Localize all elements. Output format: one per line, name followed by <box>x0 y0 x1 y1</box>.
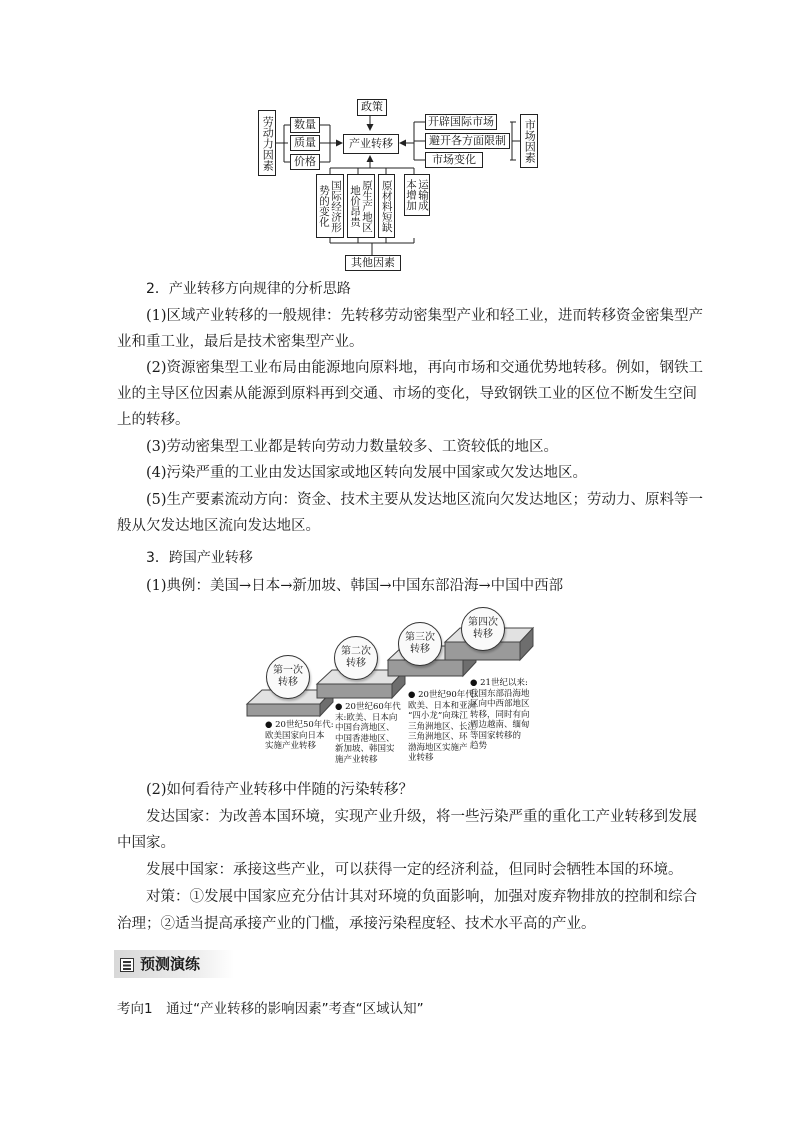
stage-4-label: 第四次 转移 <box>468 617 498 640</box>
other-item-land: 原生产地区地价昂贵 <box>349 179 373 233</box>
paragraph-line: 中国家。 <box>117 835 175 851</box>
stage-1-label: 第一次 转移 <box>273 665 303 688</box>
practice-title: 预测演练 <box>140 955 201 973</box>
list-icon <box>120 957 134 971</box>
stage-4-note-text: 21世纪以来: 我国东部沿海地 区向中西部地区 转移，同时有向 周边越南、缅甸 等国家转移的 趋势 <box>470 678 530 751</box>
paragraph-line: (4)污染严重的工业由发达国家或地区转向发展中国家或欠发达地区。 <box>146 465 588 481</box>
other-factor-label: 其他因素 <box>351 256 395 269</box>
stage-2-note: ● 20世纪60年代 末:欧美、日本向 中国台湾地区、 中国香港地区、 新加坡、韩国实 施产业转移 <box>335 702 401 765</box>
stage-3-label: 第三次 转移 <box>405 632 435 655</box>
market-item-avoid: 避开各方面限制 <box>429 134 506 147</box>
market-item-open: 开辟国际市场 <box>428 115 494 128</box>
labor-item-price: 价格 <box>294 155 316 168</box>
paragraph-line: 发展中国家：承接这些产业，可以获得一定的经济利益，但同时会牺牲本国的环境。 <box>146 862 683 878</box>
other-item-economy: 国际经济形势的变化 <box>318 179 342 233</box>
paragraph-line: (5)生产要素流动方向：资金、技术主要从发达地区流向欠发达地区；劳动力、原料等一 <box>146 492 704 508</box>
stage-3-note-text: 20世纪90年代: 欧美、日本和亚洲 “四小龙”向珠江 三角洲地区、长江 三角洲地区、环 渤海地区实施产 业转移 <box>408 690 477 763</box>
other-item-transport: 运输成本增加 <box>405 179 429 211</box>
stage-2-circle <box>334 636 378 680</box>
market-item-change: 市场变化 <box>432 153 476 166</box>
paragraph-line: 发达国家：为改善本国环境，实现产业升级，将一些污染严重的重化工产业转移到发展 <box>146 809 697 825</box>
paragraph-line: (2)如何看待产业转移中伴随的污染转移？ <box>146 782 414 798</box>
paragraph-line: 治理；②适当提高承接产业的门槛，承接污染程度轻、技术水平高的产业。 <box>117 916 596 932</box>
paragraph-line: (1)区域产业转移的一般规律：先转移劳动密集型产业和轻工业，进而转移资金密集型产 <box>146 308 704 324</box>
stage-1-note: ● 20世纪50年代: 欧美国家向日本 实施产业转移 <box>265 720 334 751</box>
paragraph-line: 般从欠发达地区流向发达地区。 <box>117 518 320 534</box>
labor-factor-label: 劳动力因素 <box>261 115 275 171</box>
paragraph-line: 上的转移。 <box>117 412 190 428</box>
stage-1-circle <box>266 655 310 699</box>
practice-topic: 考向1 通过“产业转移的影响因素”考查“区域认知” <box>117 1001 424 1017</box>
labor-item-quality: 质量 <box>294 136 316 149</box>
paragraph-line: 业和重工业，最后是技术密集型产业。 <box>117 334 364 350</box>
section-heading: 2．产业转移方向规律的分析思路 <box>146 281 351 297</box>
stage-2-label: 第二次 转移 <box>341 646 371 669</box>
stage-1-note-text: 20世纪50年代: 欧美国家向日本 实施产业转移 <box>265 720 334 751</box>
stage-2-note-text: 20世纪60年代 末:欧美、日本向 中国台湾地区、 中国香港地区、 新加坡、韩国实 施产业转移 <box>335 702 401 765</box>
paragraph-line: (2)资源密集型工业布局由能源地向原料地，再向市场和交通优势地转移。例如，钢铁工 <box>146 360 704 376</box>
paragraph-line: 业的主导区位因素从能源到原料再到交通、市场的变化，导致钢铁工业的区位不断发生空间 <box>117 386 697 402</box>
stage-3-note: ● 20世纪90年代: 欧美、日本和亚洲 “四小龙”向珠江 三角洲地区、长江 三角洲地区、环 渤海地区实施产 业转移 <box>408 690 477 763</box>
market-factor-label: 市场因素 <box>523 119 537 163</box>
other-item-material: 原材料短缺 <box>380 179 393 233</box>
stage-3-circle <box>398 622 442 666</box>
center-label: 产业转移 <box>349 137 393 150</box>
paragraph-line: (3)劳动密集型工业都是转向劳动力数量较多、工资较低的地区。 <box>146 439 559 455</box>
paragraph-line: (1)典例：美国→日本→新加坡、韩国→中国东部沿海→中国中西部 <box>146 578 564 594</box>
stage-4-note: ● 21世纪以来: 我国东部沿海地 区向中西部地区 转移，同时有向 周边越南、缅甸 等国家转移的 趋势 <box>470 678 530 751</box>
section-heading: 3．跨国产业转移 <box>146 550 253 566</box>
labor-item-quantity: 数量 <box>294 118 316 131</box>
paragraph-line: 对策：①发展中国家应充分估计其对环境的负面影响，加强对废弃物排放的控制和综合 <box>146 889 697 905</box>
policy-label: 政策 <box>361 100 383 113</box>
stage-4-circle <box>461 607 505 651</box>
